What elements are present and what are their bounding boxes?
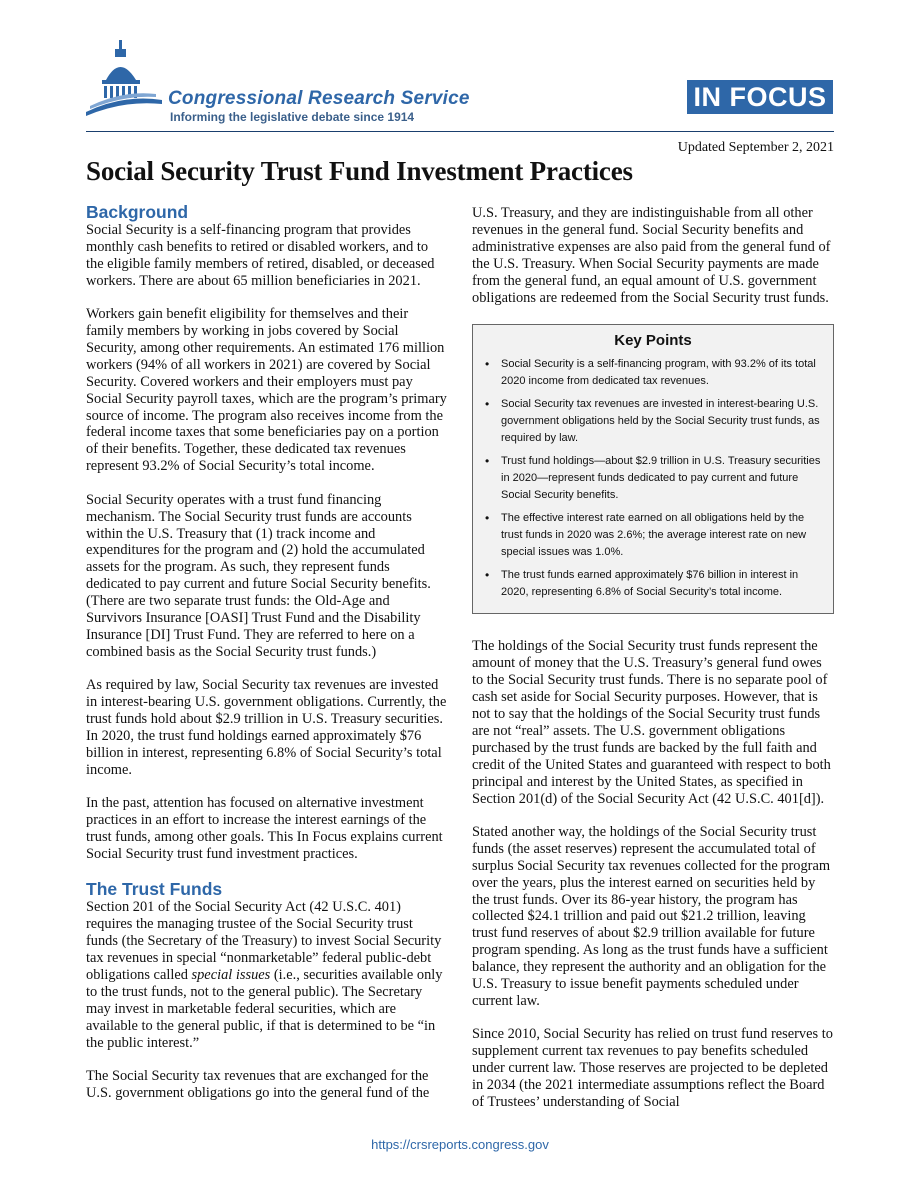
key-points-box xyxy=(472,324,834,614)
paragraph: Stated another way, the holdings of the Social Security trust funds (the asset reserves) represent the accumulated total of surplus Social Security tax revenues collected for the program over the years, plus the interest earned on securities held by the trust funds. Over its 86-year history, the program has collected $24.1 trillion and paid out $21.2 trillion, leaving trust fund reserves of about $2.9 trillion available for future program spending. As long as the trust funds have a sufficient balance, they represent the authority and an obligation for the U.S. Treasury to issue benefit payments scheduled under current law. xyxy=(472,823,831,1009)
key-points-title: Key Points xyxy=(614,332,692,350)
list-item xyxy=(481,567,825,601)
paragraph: Social Security operates with a trust fund financing mechanism. The Social Security trust funds are accounts within the U.S. Treasury that (1) track income and expenditures for the program and (2) hold the accumulated assets for the program. As such, they represent funds dedicated to pay current and future Social Security benefits. (There are two separate trust funds: the Old-Age and Survivors Insurance [OASI] Trust Fund and the Disability Insurance [DI] Trust Fund. They are referred to here on a combined basis as the Social Security trust funds.) xyxy=(86,491,431,660)
paragraph: Workers gain benefit eligibility for themselves and their family members by working in jobs covered by Social Security, among other requirements. An estimated 176 million workers (94% of all workers in 2021) are covered by Social Security. Covered workers and their employers must pay Social Security payroll taxes, which are the program’s primary source of income. The program also receives income from the federal income taxes that some beneficiaries pay on a portion of their benefits. Together, these dedicated tax revenues represent 93.2% of Social Security’s total income. xyxy=(86,306,447,475)
updated-date: Updated September 2, 2021 xyxy=(677,140,834,155)
list-item xyxy=(481,453,825,504)
in-focus-badge: IN FOCUS xyxy=(687,80,833,114)
paragraph: Social Security is a self-financing program that provides monthly cash benefits to retired or disabled workers, and to the eligible family members of retired, disabled, or deceased workers. There are about 65 million beneficiaries in 2021. xyxy=(86,222,435,289)
capitol-dome-icon xyxy=(84,40,164,120)
key-point-text: Social Security is a self-financing program, with 93.2% of its total 2020 income from dedicated tax revenues. xyxy=(501,358,816,388)
key-points-list xyxy=(481,356,825,601)
paragraph: The Social Security tax revenues that are exchanged for the U.S. government obligations go into the general fund of the xyxy=(86,1067,430,1101)
section-heading-trust-funds: The Trust Funds xyxy=(86,879,223,900)
bullet-icon: • xyxy=(485,397,490,412)
bullet-icon: • xyxy=(485,454,490,469)
page-title: Social Security Trust Fund Investment Practices xyxy=(86,156,633,186)
header-divider xyxy=(86,131,834,132)
key-point-text: The effective interest rate earned on all obligations held by the trust funds in 2020 was 2.6%; the average interest rate on new special issues was 1.0%. xyxy=(501,512,807,559)
org-tagline: Informing the legislative debate since 1914 xyxy=(170,110,415,124)
list-item xyxy=(481,510,825,561)
key-point-text: Social Security tax revenues are invested in interest-bearing U.S. government obligations held by the Social Security trust funds, as required by law. xyxy=(501,398,820,445)
paragraph-text: Section 201 of the Social Security Act (42 U.S.C. 401) requires the managing trustee of the Social Security trust funds (the Secretary of the Treasury) to invest Social Security tax revenues in special “nonmarketable” federal public-debt obligations called xyxy=(86,899,442,983)
footer-url-link[interactable]: https://crsreports.congress.gov xyxy=(371,1137,549,1152)
key-point-text: Trust fund holdings—about $2.9 trillion in U.S. Treasury securities in 2020—represent funds dedicated to pay current and future Social Security benefits. xyxy=(501,455,821,502)
emphasis-term: special issues xyxy=(191,966,271,983)
paragraph-text: (i.e., securities available only to the trust funds, not to the general public). The Secretary may invest in marketable federal securities, which are available to the general public, if that is determined to be “in the public interest.” xyxy=(86,966,443,1051)
list-item xyxy=(481,396,825,447)
section-heading-background: Background xyxy=(86,202,189,222)
paragraph: The holdings of the Social Security trust funds represent the amount of money that the U.S. Treasury’s general fund owes to the Social Security trust funds. There is no separate pool of cash set aside for Social Security purposes. However, that is not to say that the holdings of the Social Security trust funds are not “real” assets. The U.S. government obligations purchased by the trust funds are backed by the full faith and credit of the United States and guaranteed with respect to both principal and interest by the United States, as specified in Section 201(d) of the Social Security Act (42 U.S.C. 401[d]). xyxy=(472,638,831,807)
bullet-icon: • xyxy=(485,357,490,372)
list-item xyxy=(481,356,825,390)
page-header xyxy=(0,0,920,186)
paragraph: In the past, attention has focused on alternative investment practices in an effort to increase the interest earnings of the trust funds, among other goals. This In Focus explains current Social Security trust fund investment practices. xyxy=(86,795,443,862)
paragraph: As required by law, Social Security tax revenues are invested in interest-bearing U.S. government obligations. Currently, the trust funds hold about $2.9 trillion in U.S. Treasury securities. In 2020, the trust fund holdings earned approximately $76 billion in interest, representing 6.8% of Social Security’s total income. xyxy=(86,677,447,778)
right-column xyxy=(472,205,834,1127)
key-point-text: The trust funds earned approximately $76 billion in interest in 2020, representing 6.8% of Social Security’s total income. xyxy=(501,569,799,599)
left-column xyxy=(86,202,448,1118)
paragraph: U.S. Treasury, and they are indistinguishable from all other revenues in the general fund. Social Security benefits and administrative expenses are also paid from the general fund of the U.S. Treasury. When Social Security payments are made from the general fund, an equal amount of U.S. government obligations are redeemed from the Social Security trust funds. xyxy=(472,205,831,306)
bullet-icon: • xyxy=(485,568,490,583)
paragraph: Since 2010, Social Security has relied on trust fund reserves to supplement current tax revenues to pay benefits scheduled under current law. Those reserves are projected to be depleted in 2034 (the 2021 intermediate assumptions reflect the Board of Trustees’ understanding of Social xyxy=(472,1026,833,1110)
paragraph xyxy=(86,899,448,1051)
org-name: Congressional Research Service xyxy=(168,88,470,109)
bullet-icon: • xyxy=(485,511,490,526)
